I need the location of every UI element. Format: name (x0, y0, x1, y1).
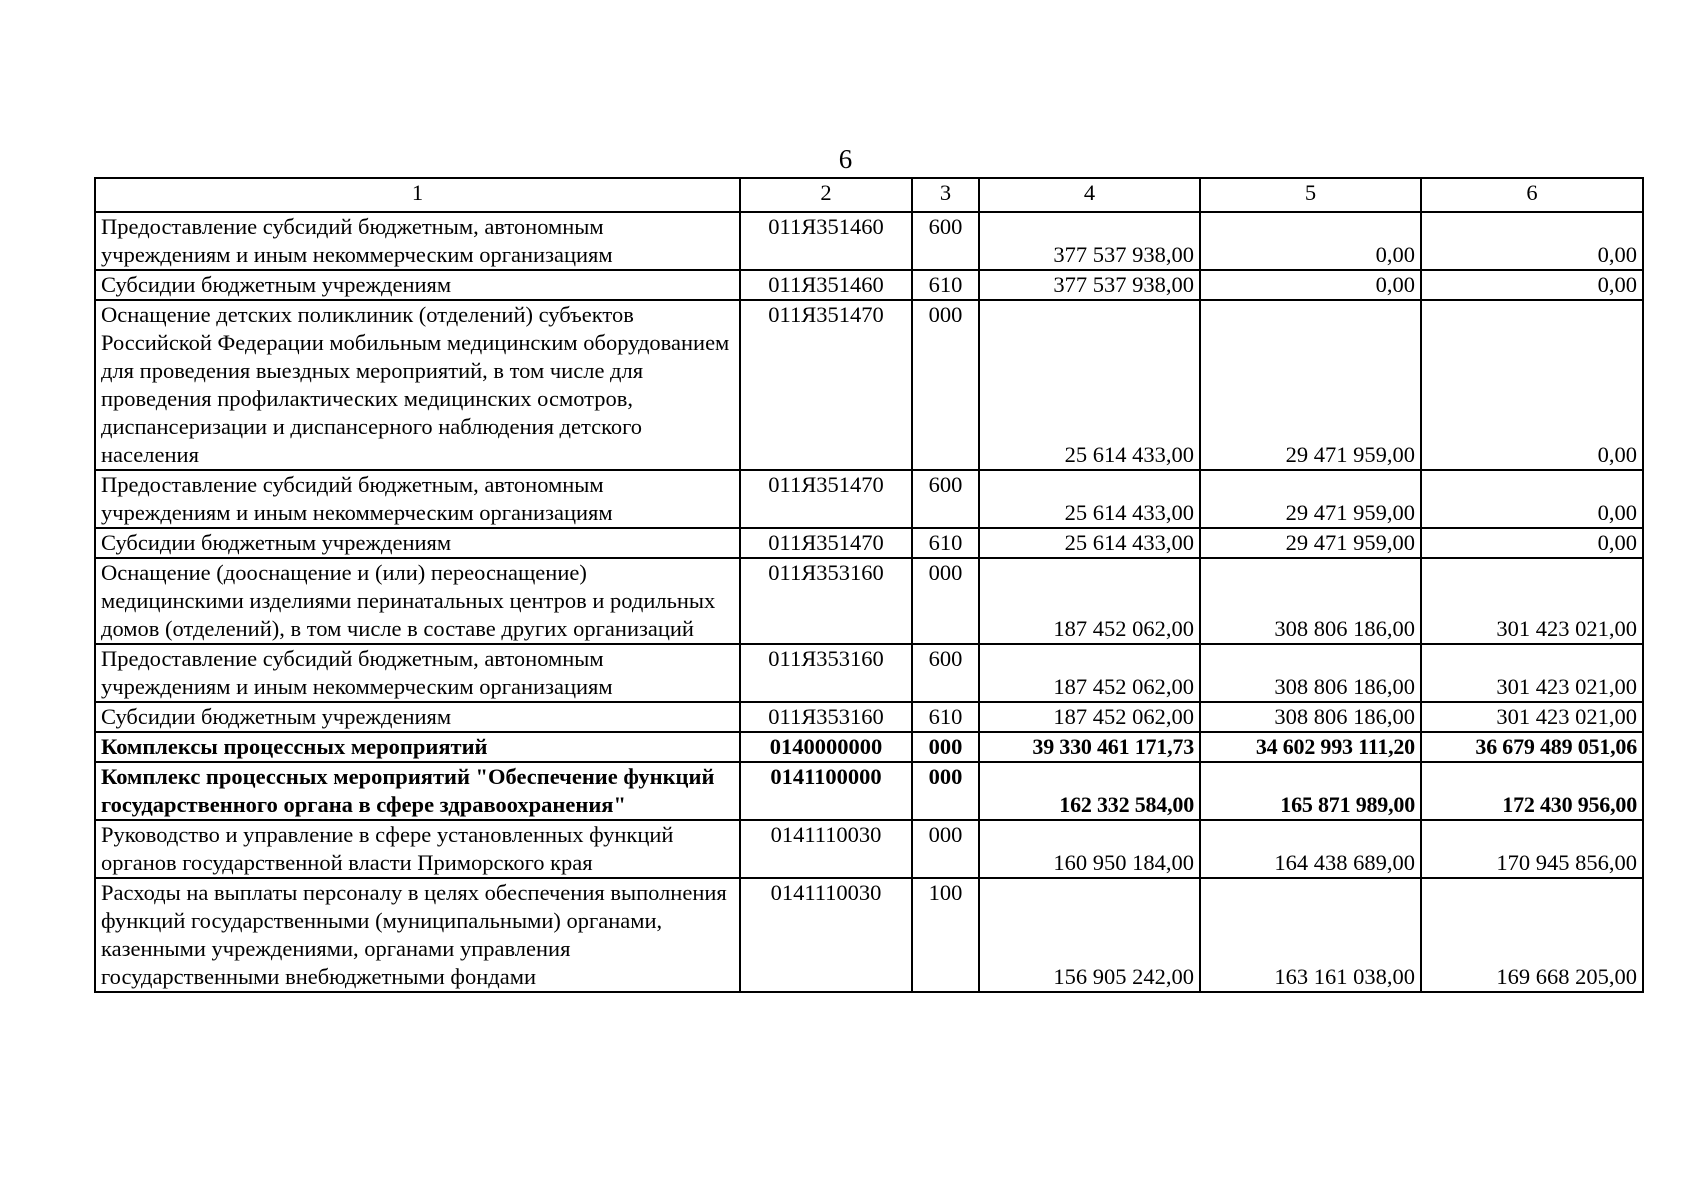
column-number-header-row (95, 178, 1643, 212)
amount-column-6-cell: 301 423 021,00 (1421, 558, 1643, 644)
amount-column-4-cell: 25 614 433,00 (979, 528, 1200, 558)
amount-column-4-cell: 377 537 938,00 (979, 212, 1200, 270)
expense-type-cell: 600 (912, 212, 979, 270)
amount-column-5-cell: 0,00 (1200, 270, 1421, 300)
target-article-code-cell: 011Я351470 (740, 300, 912, 470)
amount-column-5-cell: 163 161 038,00 (1200, 878, 1421, 992)
table-row (95, 644, 1643, 702)
table-row (95, 212, 1643, 270)
amount-column-6-cell: 169 668 205,00 (1421, 878, 1643, 992)
amount-column-4-cell: 25 614 433,00 (979, 470, 1200, 528)
amount-column-5-cell: 29 471 959,00 (1200, 300, 1421, 470)
table-row (95, 528, 1643, 558)
target-article-code-cell: 0141110030 (740, 878, 912, 992)
expense-type-cell: 610 (912, 702, 979, 732)
expense-name-cell: Комплекс процессных мероприятий "Обеспечение функций государственного органа в сфере здравоохранения" (95, 762, 740, 820)
expense-type-cell: 610 (912, 270, 979, 300)
table-row (95, 878, 1643, 992)
amount-column-5-cell: 34 602 993 111,20 (1200, 732, 1421, 762)
target-article-code-cell: 011Я353160 (740, 644, 912, 702)
table-row (95, 702, 1643, 732)
expense-name-cell: Расходы на выплаты персоналу в целях обеспечения выполнения функций государственными (муниципальными) органами, казенными учреждениями, органами управления государственными внебюджетными фондами (95, 878, 740, 992)
table-row (95, 300, 1643, 470)
amount-column-5-cell: 29 471 959,00 (1200, 528, 1421, 558)
expense-type-cell: 600 (912, 644, 979, 702)
amount-column-6-cell: 0,00 (1421, 300, 1643, 470)
target-article-code-cell: 011Я353160 (740, 702, 912, 732)
amount-column-6-cell: 0,00 (1421, 270, 1643, 300)
amount-column-6-cell: 172 430 956,00 (1421, 762, 1643, 820)
target-article-code-cell: 011Я351460 (740, 270, 912, 300)
expense-type-cell: 000 (912, 732, 979, 762)
amount-column-6-cell: 0,00 (1421, 212, 1643, 270)
column-number-4: 4 (979, 178, 1200, 212)
expense-name-cell: Руководство и управление в сфере установленных функций органов государственной власти Приморского края (95, 820, 740, 878)
expense-type-cell: 100 (912, 878, 979, 992)
target-article-code-cell: 011Я353160 (740, 558, 912, 644)
amount-column-4-cell: 39 330 461 171,73 (979, 732, 1200, 762)
target-article-code-cell: 0141110030 (740, 820, 912, 878)
expense-name-cell: Комплексы процессных мероприятий (95, 732, 740, 762)
expense-type-cell: 610 (912, 528, 979, 558)
expense-name-cell: Предоставление субсидий бюджетным, автономным учреждениям и иным некоммерческим организациям (95, 644, 740, 702)
amount-column-4-cell: 187 452 062,00 (979, 644, 1200, 702)
amount-column-4-cell: 187 452 062,00 (979, 702, 1200, 732)
target-article-code-cell: 0141100000 (740, 762, 912, 820)
expense-type-cell: 600 (912, 470, 979, 528)
amount-column-6-cell: 0,00 (1421, 470, 1643, 528)
amount-column-5-cell: 164 438 689,00 (1200, 820, 1421, 878)
target-article-code-cell: 011Я351470 (740, 470, 912, 528)
table-row (95, 470, 1643, 528)
amount-column-5-cell: 0,00 (1200, 212, 1421, 270)
amount-column-4-cell: 377 537 938,00 (979, 270, 1200, 300)
column-number-2: 2 (740, 178, 912, 212)
page-number: 6 (838, 144, 853, 174)
amount-column-4-cell: 187 452 062,00 (979, 558, 1200, 644)
amount-column-6-cell: 0,00 (1421, 528, 1643, 558)
table-row (95, 270, 1643, 300)
expense-type-cell: 000 (912, 300, 979, 470)
expense-name-cell: Предоставление субсидий бюджетным, автономным учреждениям и иным некоммерческим организациям (95, 470, 740, 528)
expense-name-cell: Оснащение (дооснащение и (или) переоснащение) медицинскими изделиями перинатальных центров и родильных домов (отделений), в том числе в составе других организаций (95, 558, 740, 644)
amount-column-4-cell: 25 614 433,00 (979, 300, 1200, 470)
table-row (95, 820, 1643, 878)
amount-column-6-cell: 301 423 021,00 (1421, 644, 1643, 702)
amount-column-5-cell: 165 871 989,00 (1200, 762, 1421, 820)
expense-name-cell: Оснащение детских поликлиник (отделений) субъектов Российской Федерации мобильным медицинским оборудованием для проведения выездных мероприятий, в том числе для проведения профилактических медицинских осмотров, диспансеризации и диспансерного наблюдения детского населения (95, 300, 740, 470)
expense-name-cell: Субсидии бюджетным учреждениям (95, 270, 740, 300)
expense-type-cell: 000 (912, 820, 979, 878)
target-article-code-cell: 011Я351470 (740, 528, 912, 558)
table-row (95, 558, 1643, 644)
expense-name-cell: Предоставление субсидий бюджетным, автономным учреждениям и иным некоммерческим организациям (95, 212, 740, 270)
column-number-1: 1 (95, 178, 740, 212)
amount-column-4-cell: 156 905 242,00 (979, 878, 1200, 992)
amount-column-5-cell: 308 806 186,00 (1200, 558, 1421, 644)
table-row (95, 762, 1643, 820)
amount-column-6-cell: 170 945 856,00 (1421, 820, 1643, 878)
amount-column-6-cell: 301 423 021,00 (1421, 702, 1643, 732)
budget-table (94, 177, 1644, 993)
amount-column-4-cell: 162 332 584,00 (979, 762, 1200, 820)
target-article-code-cell: 011Я351460 (740, 212, 912, 270)
column-number-3: 3 (912, 178, 979, 212)
amount-column-6-cell: 36 679 489 051,06 (1421, 732, 1643, 762)
column-number-6: 6 (1421, 178, 1643, 212)
expense-type-cell: 000 (912, 558, 979, 644)
amount-column-5-cell: 29 471 959,00 (1200, 470, 1421, 528)
column-number-5: 5 (1200, 178, 1421, 212)
amount-column-4-cell: 160 950 184,00 (979, 820, 1200, 878)
amount-column-5-cell: 308 806 186,00 (1200, 644, 1421, 702)
expense-type-cell: 000 (912, 762, 979, 820)
expense-name-cell: Субсидии бюджетным учреждениям (95, 528, 740, 558)
target-article-code-cell: 0140000000 (740, 732, 912, 762)
amount-column-5-cell: 308 806 186,00 (1200, 702, 1421, 732)
expense-name-cell: Субсидии бюджетным учреждениям (95, 702, 740, 732)
table-row (95, 732, 1643, 762)
